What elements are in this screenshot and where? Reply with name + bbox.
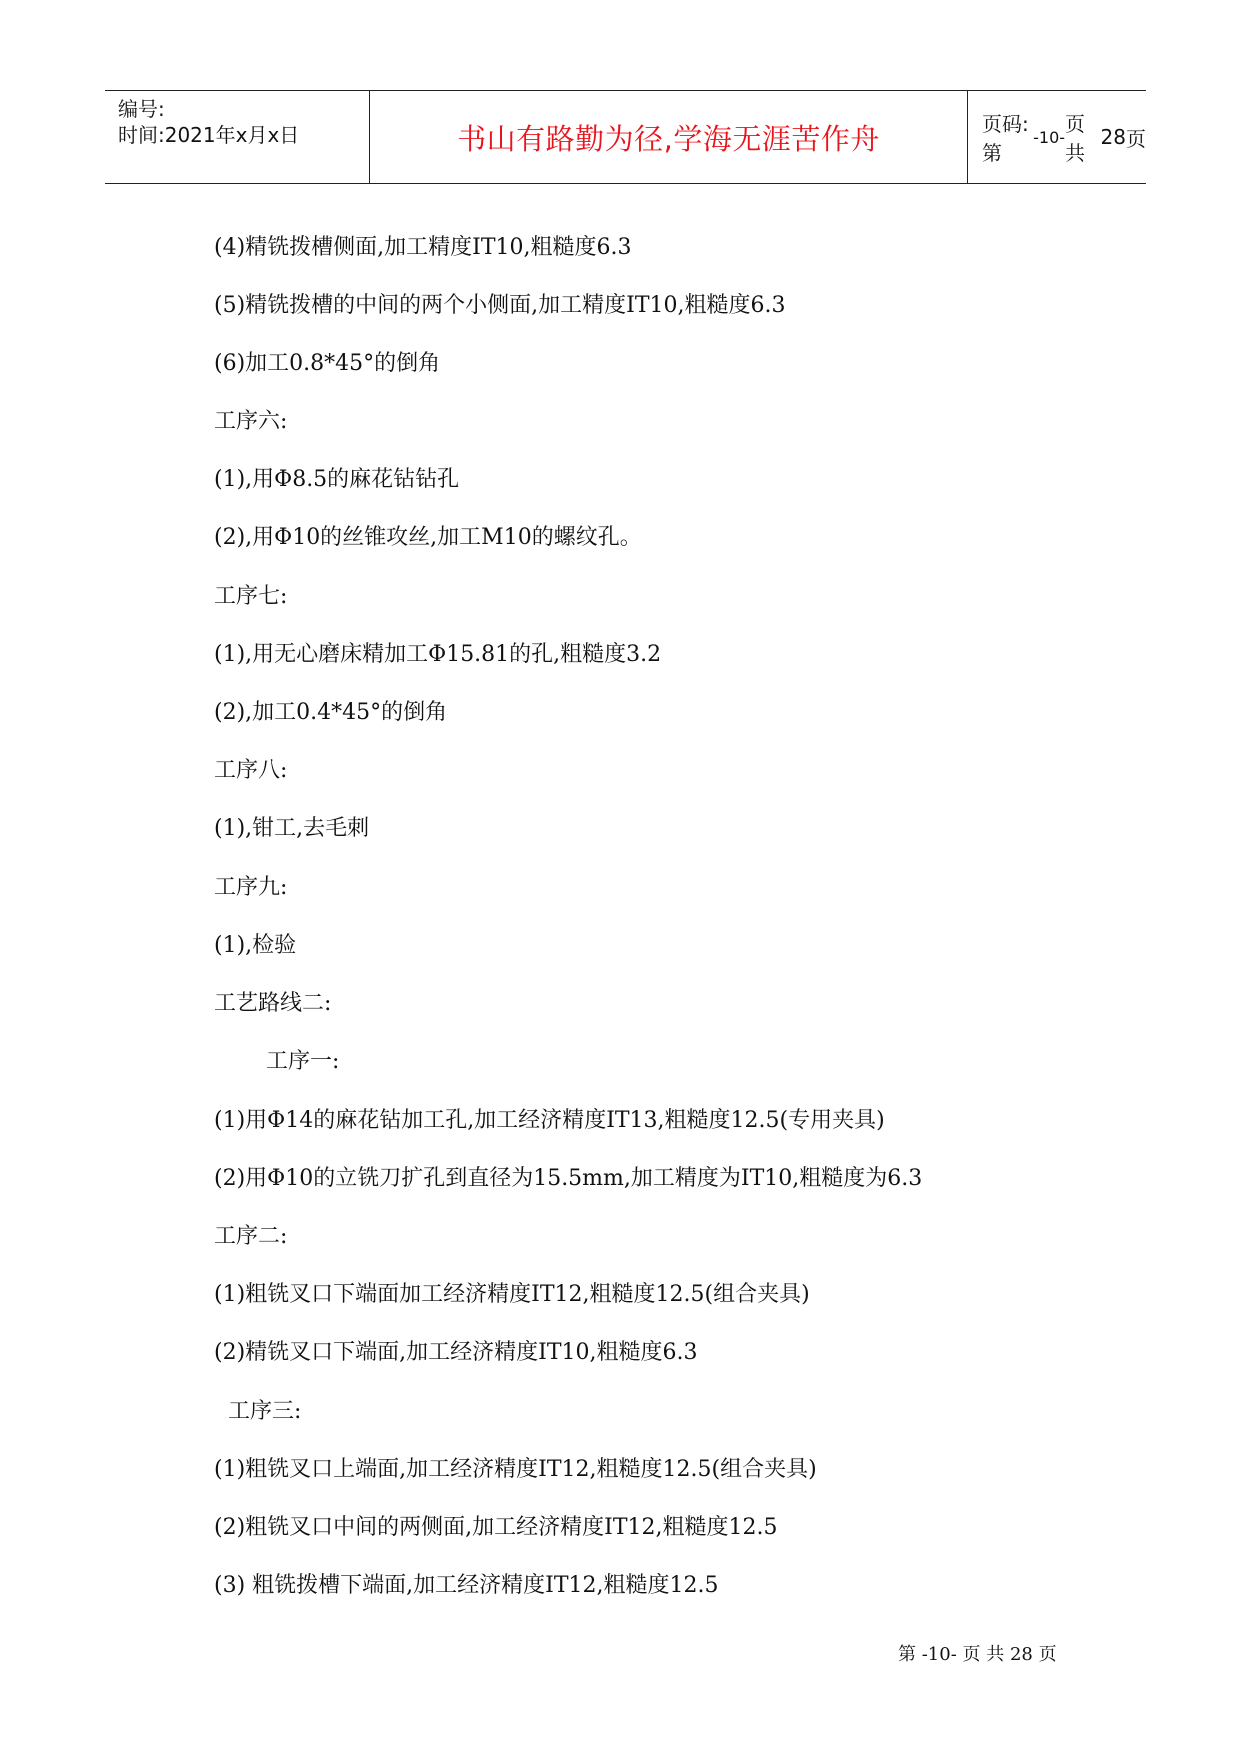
body-line: (1)粗铣叉口下端面加工经济精度IT12,粗糙度12.5(组合夹具): [214, 1282, 810, 1307]
page-end: 页: [1126, 126, 1146, 151]
body-line: (2)用Φ10的立铣刀扩孔到直径为15.5mm,加工精度为IT10,粗糙度为6.3: [214, 1166, 923, 1191]
page-number: -10-: [1033, 127, 1066, 147]
body-line: (4)精铣拨槽侧面,加工精度IT10,粗糙度6.3: [214, 235, 632, 260]
document-time-label: 时间:2021年x月x日: [118, 123, 300, 147]
body-line: (2),加工0.4*45°的倒角: [214, 700, 448, 725]
body-line: 工序六:: [214, 409, 288, 434]
page-label: 页码:第: [982, 112, 1029, 165]
body-line: (2)精铣叉口下端面,加工经济精度IT10,粗糙度6.3: [214, 1340, 698, 1365]
body-line: (1),检验: [214, 933, 297, 958]
body-line: (2),用Φ10的丝锥攻丝,加工M10的螺纹孔。: [214, 525, 642, 550]
body-line: 工序七:: [214, 584, 288, 609]
body-line: (1)粗铣叉口上端面,加工经济精度IT12,粗糙度12.5(组合夹具): [214, 1457, 817, 1482]
body-line: (1),用Φ8.5的麻花钻钻孔: [214, 467, 460, 492]
body-line: (1)用Φ14的麻花钻加工孔,加工经济精度IT13,粗糙度12.5(专用夹具): [214, 1108, 885, 1133]
body-line: (6)加工0.8*45°的倒角: [214, 351, 441, 376]
body-line: 工序九:: [214, 875, 288, 900]
header-page-indicator: [968, 91, 1146, 183]
body-line: 工序二:: [214, 1224, 288, 1249]
body-line: 工序八:: [214, 758, 288, 783]
body-line: (1),用无心磨床精加工Φ15.81的孔,粗糙度3.2: [214, 642, 662, 667]
page-suffix: 页 共: [1065, 112, 1086, 165]
header-info-cell: [105, 91, 370, 183]
body-line: (1),钳工,去毛刺: [214, 816, 370, 841]
body-line: (5)精铣拨槽的中间的两个小侧面,加工精度IT10,粗糙度6.3: [214, 293, 786, 318]
body-line: 工序三:: [228, 1399, 302, 1424]
document-number-label: 编号:: [118, 97, 165, 121]
page-header: [105, 90, 1146, 184]
page-footer: 第 -10- 页 共 28 页: [898, 1644, 1057, 1665]
header-motto: 书山有路勤为径,学海无涯苦作舟: [370, 91, 968, 183]
body-line: 工序一:: [266, 1049, 340, 1074]
body-line: (3) 粗铣拨槽下端面,加工经济精度IT12,粗糙度12.5: [214, 1573, 719, 1598]
body-line: 工艺路线二:: [214, 991, 332, 1016]
page-total: 28: [1100, 125, 1126, 149]
body-line: (2)粗铣叉口中间的两侧面,加工经济精度IT12,粗糙度12.5: [214, 1515, 778, 1540]
